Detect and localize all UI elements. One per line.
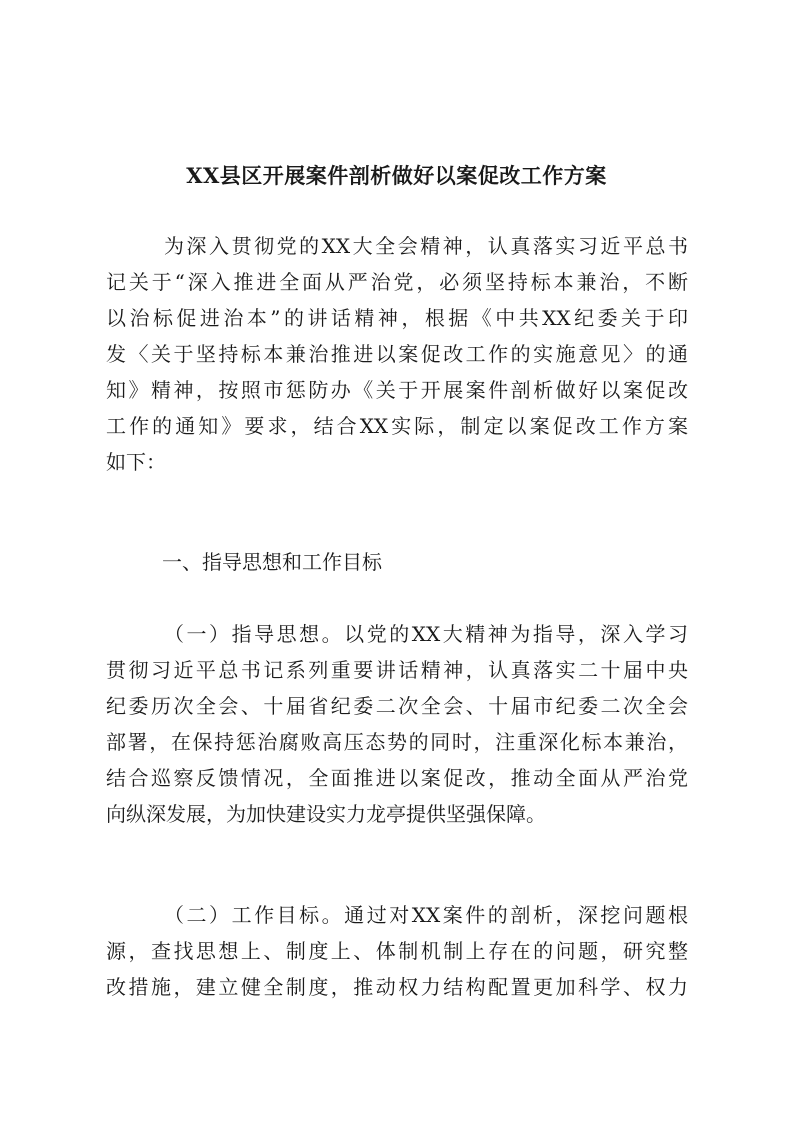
intro-line: 知》精神，按照市惩防办《关于开展案件剖析做好以案促改 bbox=[106, 378, 688, 402]
guiding-line: （一）指导思想。以党的XX大精神为指导，深入学习 bbox=[164, 622, 688, 646]
work-goal-paragraph bbox=[106, 897, 688, 1005]
section-heading: 一、指导思想和工作目标 bbox=[162, 550, 382, 574]
guiding-line: 结合巡察反馈情况，全面推进以案促改，推动全面从严治党 bbox=[106, 766, 688, 790]
guiding-line: 部署，在保持惩治腐败高压态势的同时，注重深化标本兼治， bbox=[106, 730, 688, 754]
intro-line: 为深入贯彻党的XX大全会精神，认真落实习近平总书 bbox=[164, 234, 688, 258]
intro-line: 如下： bbox=[106, 450, 166, 474]
intro-line: 发〈关于坚持标本兼治推进以案促改工作的实施意见〉的通 bbox=[106, 342, 688, 366]
document-title: XX县区开展案件剖析做好以案促改工作方案 bbox=[186, 163, 607, 188]
intro-line: 工作的通知》要求，结合XX实际，制定以案促改工作方案 bbox=[106, 414, 688, 438]
intro-paragraph bbox=[106, 228, 688, 480]
guiding-line: 纪委历次全会、十届省纪委二次全会、十届市纪委二次全会 bbox=[106, 694, 688, 718]
intro-line: 以治标促进治本”的讲话精神，根据《中共XX纪委关于印 bbox=[106, 306, 688, 330]
goal-line: （二）工作目标。通过对XX案件的剖析，深挖问题根 bbox=[164, 903, 688, 927]
goal-line: 源，查找思想上、制度上、体制机制上存在的问题，研究整 bbox=[106, 939, 688, 963]
goal-line: 改措施，建立健全制度，推动权力结构配置更加科学、权力 bbox=[106, 975, 688, 999]
guiding-line: 贯彻习近平总书记系列重要讲话精神，认真落实二十届中央 bbox=[106, 658, 688, 682]
intro-line: 记关于“深入推进全面从严治党，必须坚持标本兼治，不断 bbox=[106, 270, 688, 294]
guiding-line: 向纵深发展，为加快建设实力龙亭提供坚强保障。 bbox=[106, 802, 546, 826]
guiding-ideology-paragraph bbox=[106, 616, 688, 832]
